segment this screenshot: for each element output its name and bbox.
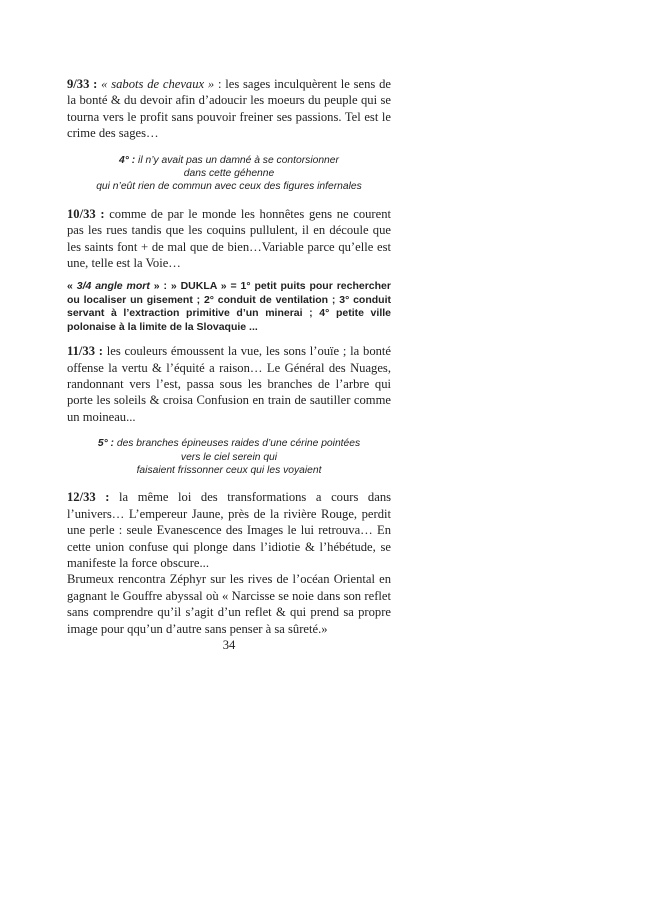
section-number: 12/33 : — [67, 490, 110, 505]
verse-line: il n’y avait pas un damné à se contorsionner — [135, 154, 339, 166]
paragraph-text: : les sages inculquèrent le sens de la bonté & du devoir afin d’adoucir les moeurs du peuple qui se tourna vers le profit sans pouvoir freiner ses passions. Tel est le crime des sages… — [67, 77, 392, 141]
quote-open: « — [67, 280, 77, 293]
verse-line: qui n’eût rien de commun avec ceux des figures infernales — [96, 181, 362, 193]
verse-line: dans cette géhenne — [183, 168, 275, 180]
section-number: 10/33 : — [67, 206, 105, 221]
paragraph-text: les couleurs émoussent la vue, les sons l’ouïe ; la bonté offense la vertu & l’équité a raison… Le Général des Nuages, randonnant vers l’est, passa sous les branches de l’arbre qui porte les soleils & croisa Confusion en train de sautiller comme un moineau... — [67, 344, 392, 424]
verse-line: vers le ciel serein qui — [180, 451, 278, 463]
quoted-title: « sabots de chevaux » — [101, 77, 215, 91]
section-number: 9/33 : — [67, 77, 98, 91]
definition-term: 3/4 angle mort — [76, 280, 150, 293]
paragraph-9 — [67, 76, 391, 142]
definition-block — [67, 280, 391, 334]
verse-number: 4° : — [119, 154, 136, 166]
document-page — [67, 76, 391, 653]
paragraph-12 — [67, 489, 391, 571]
paragraph-10 — [67, 206, 391, 272]
verse-line: des branches épineuses raides d’une cérine pointées — [113, 438, 361, 450]
paragraph-text: comme de par le monde les honnêtes gens ne courent pas les rues tandis que les coquins pullulent, il en découle que les saints font + de mal que de bien…Variable parce qu’elle est une, telle est la Voie… — [67, 206, 392, 271]
paragraph-text: la même loi des transformations a cours dans l’univers… L’empereur Jaune, près de la rivière Rouge, perdit une perle : seule Evanescence des Images le lui retrouva… En cette union confuse qui plonge dans l’idiotie & l’hébétude, se manifeste la force obscure... — [67, 490, 392, 570]
page-number: 34 — [222, 638, 236, 652]
definition-text: » : » DUKLA » = 1° petit puits pour rechercher ou localiser un gisement ; 2° conduit de ventilation ; 3° conduit servant à l’extraction primitive d’un minerai ; 4° petite ville polonaise à la limite de la Slovaquie ... — [67, 280, 391, 333]
verse-5 — [67, 437, 391, 477]
paragraph-11 — [67, 343, 391, 425]
paragraph-12-continued: Brumeux rencontra Zéphyr sur les rives de l’océan Oriental en gagnant le Gouffre abyssal où « Narcisse se noie dans son reflet sans comprendre qu’il s’agit d’un reflet & qui prend sa propre image pour qqu’un d’autre sans penser à sa sûreté.» — [67, 572, 391, 636]
verse-4 — [67, 154, 391, 194]
section-number: 11/33 : — [67, 344, 103, 359]
verse-line: faisaient frissonner ceux qui les voyaient — [136, 464, 322, 476]
verse-number: 5° : — [97, 438, 114, 450]
